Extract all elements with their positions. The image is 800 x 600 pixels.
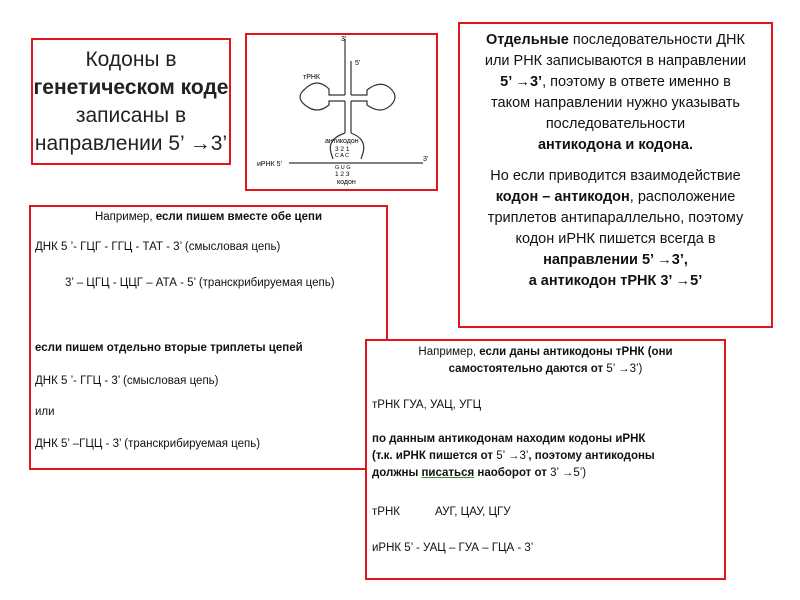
trna-codons-label: тРНК <box>372 506 400 518</box>
box5-heading2: самостоятельно даются от 5’ →3’) <box>448 363 643 375</box>
dna-template-triplet: ДНК 5’ –ГЦЦ - 3’ (транскрибируемая цепь) <box>35 438 261 450</box>
anticodon-numbers: 3 2 1 <box>335 146 350 153</box>
box1-line1: Кодоны в <box>85 48 177 71</box>
box3-line1: Отдельные последовательности ДНК <box>486 32 745 48</box>
rule-line2: (т.к. иРНК пишется от 5’ →3’, поэтому антикодоны <box>372 450 655 462</box>
label-trna: тРНК <box>303 74 321 81</box>
codon-numbers: 1 2 3 <box>335 171 350 178</box>
direction-rules-box <box>458 22 773 328</box>
rule-line3: должны писаться наоборот от 3’ →5’) <box>372 467 587 479</box>
box1-line2: генетическом коде <box>33 76 229 99</box>
label-5prime-top: 5’ <box>355 60 361 67</box>
trna-diagram-box <box>245 33 438 191</box>
box3-line9: триплетов антипараллельно, поэтому <box>487 210 744 226</box>
rule-line1: по данным антикодонам находим кодоны иРНК <box>372 433 646 445</box>
mrna-line: иРНК 5’ - УАЦ – ГУА – ГЦА - 3’ <box>372 542 534 554</box>
box3-line5: последовательности <box>545 116 686 132</box>
box3-line12: а антикодон тРНК 3’ →5’ <box>528 273 703 289</box>
label-3prime-top: 3’ <box>341 36 347 43</box>
box3-line10: кодон иРНК пишется всегда в <box>515 231 716 247</box>
box3-line11: направлении 5’ →3’, <box>543 252 688 268</box>
anticodon-letters-top: C A C <box>335 153 350 159</box>
anticodon-letters-bottom: G U G <box>335 165 351 171</box>
box4-heading: Например, если пишем вместе обе цепи <box>94 211 323 223</box>
box3-line7: Но если приводится взаимодействие <box>490 168 741 184</box>
box3-line2: или РНК записываются в направлении <box>484 53 747 69</box>
label-codon: кодон <box>337 179 356 186</box>
box5-heading: Например, если даны антикодоны тРНК (они <box>418 346 673 358</box>
box1-line4: направлении 5’ →3’ <box>34 132 228 155</box>
dna-sense-triplet: ДНК 5 ’- ГГЦ - 3’ (смысловая цепь) <box>35 375 219 387</box>
trna-anticodons-line: тРНК ГУА, УАЦ, УГЦ <box>372 399 482 411</box>
box4-subheading: если пишем отдельно вторые триплеты цепей <box>35 342 303 354</box>
trna-diagram <box>247 35 436 189</box>
box3-line3: 5’ →3’, поэтому в ответе именно в <box>500 74 731 90</box>
box3-line6: антикодона и кодона. <box>537 137 694 153</box>
codon-direction-box <box>31 38 231 165</box>
label-mrna-3prime: 3’ <box>423 156 429 163</box>
anticodon-example-box <box>365 339 726 580</box>
label-mrna: иРНК 5’ <box>257 161 283 168</box>
box1-line3: записаны в <box>75 104 187 127</box>
label-anticodon: антикодон <box>325 138 359 145</box>
box3-line4: таком направлении нужно указывать <box>491 95 740 111</box>
dna-template-line: 3’ – ЦГЦ - ЦЦГ – АТА - 5’ (транскрибируемая цепь) <box>65 277 335 289</box>
trna-codons-values: АУГ, ЦАУ, ЦГУ <box>435 506 511 518</box>
dna-sense-line: ДНК 5 ’- ГЦГ - ГГЦ - ТАТ - 3’ (смысловая цепь) <box>35 241 281 253</box>
dna-example-box <box>29 205 388 470</box>
box3-line8: кодон – антикодон, расположение <box>495 189 736 205</box>
or-label: или <box>35 406 55 418</box>
